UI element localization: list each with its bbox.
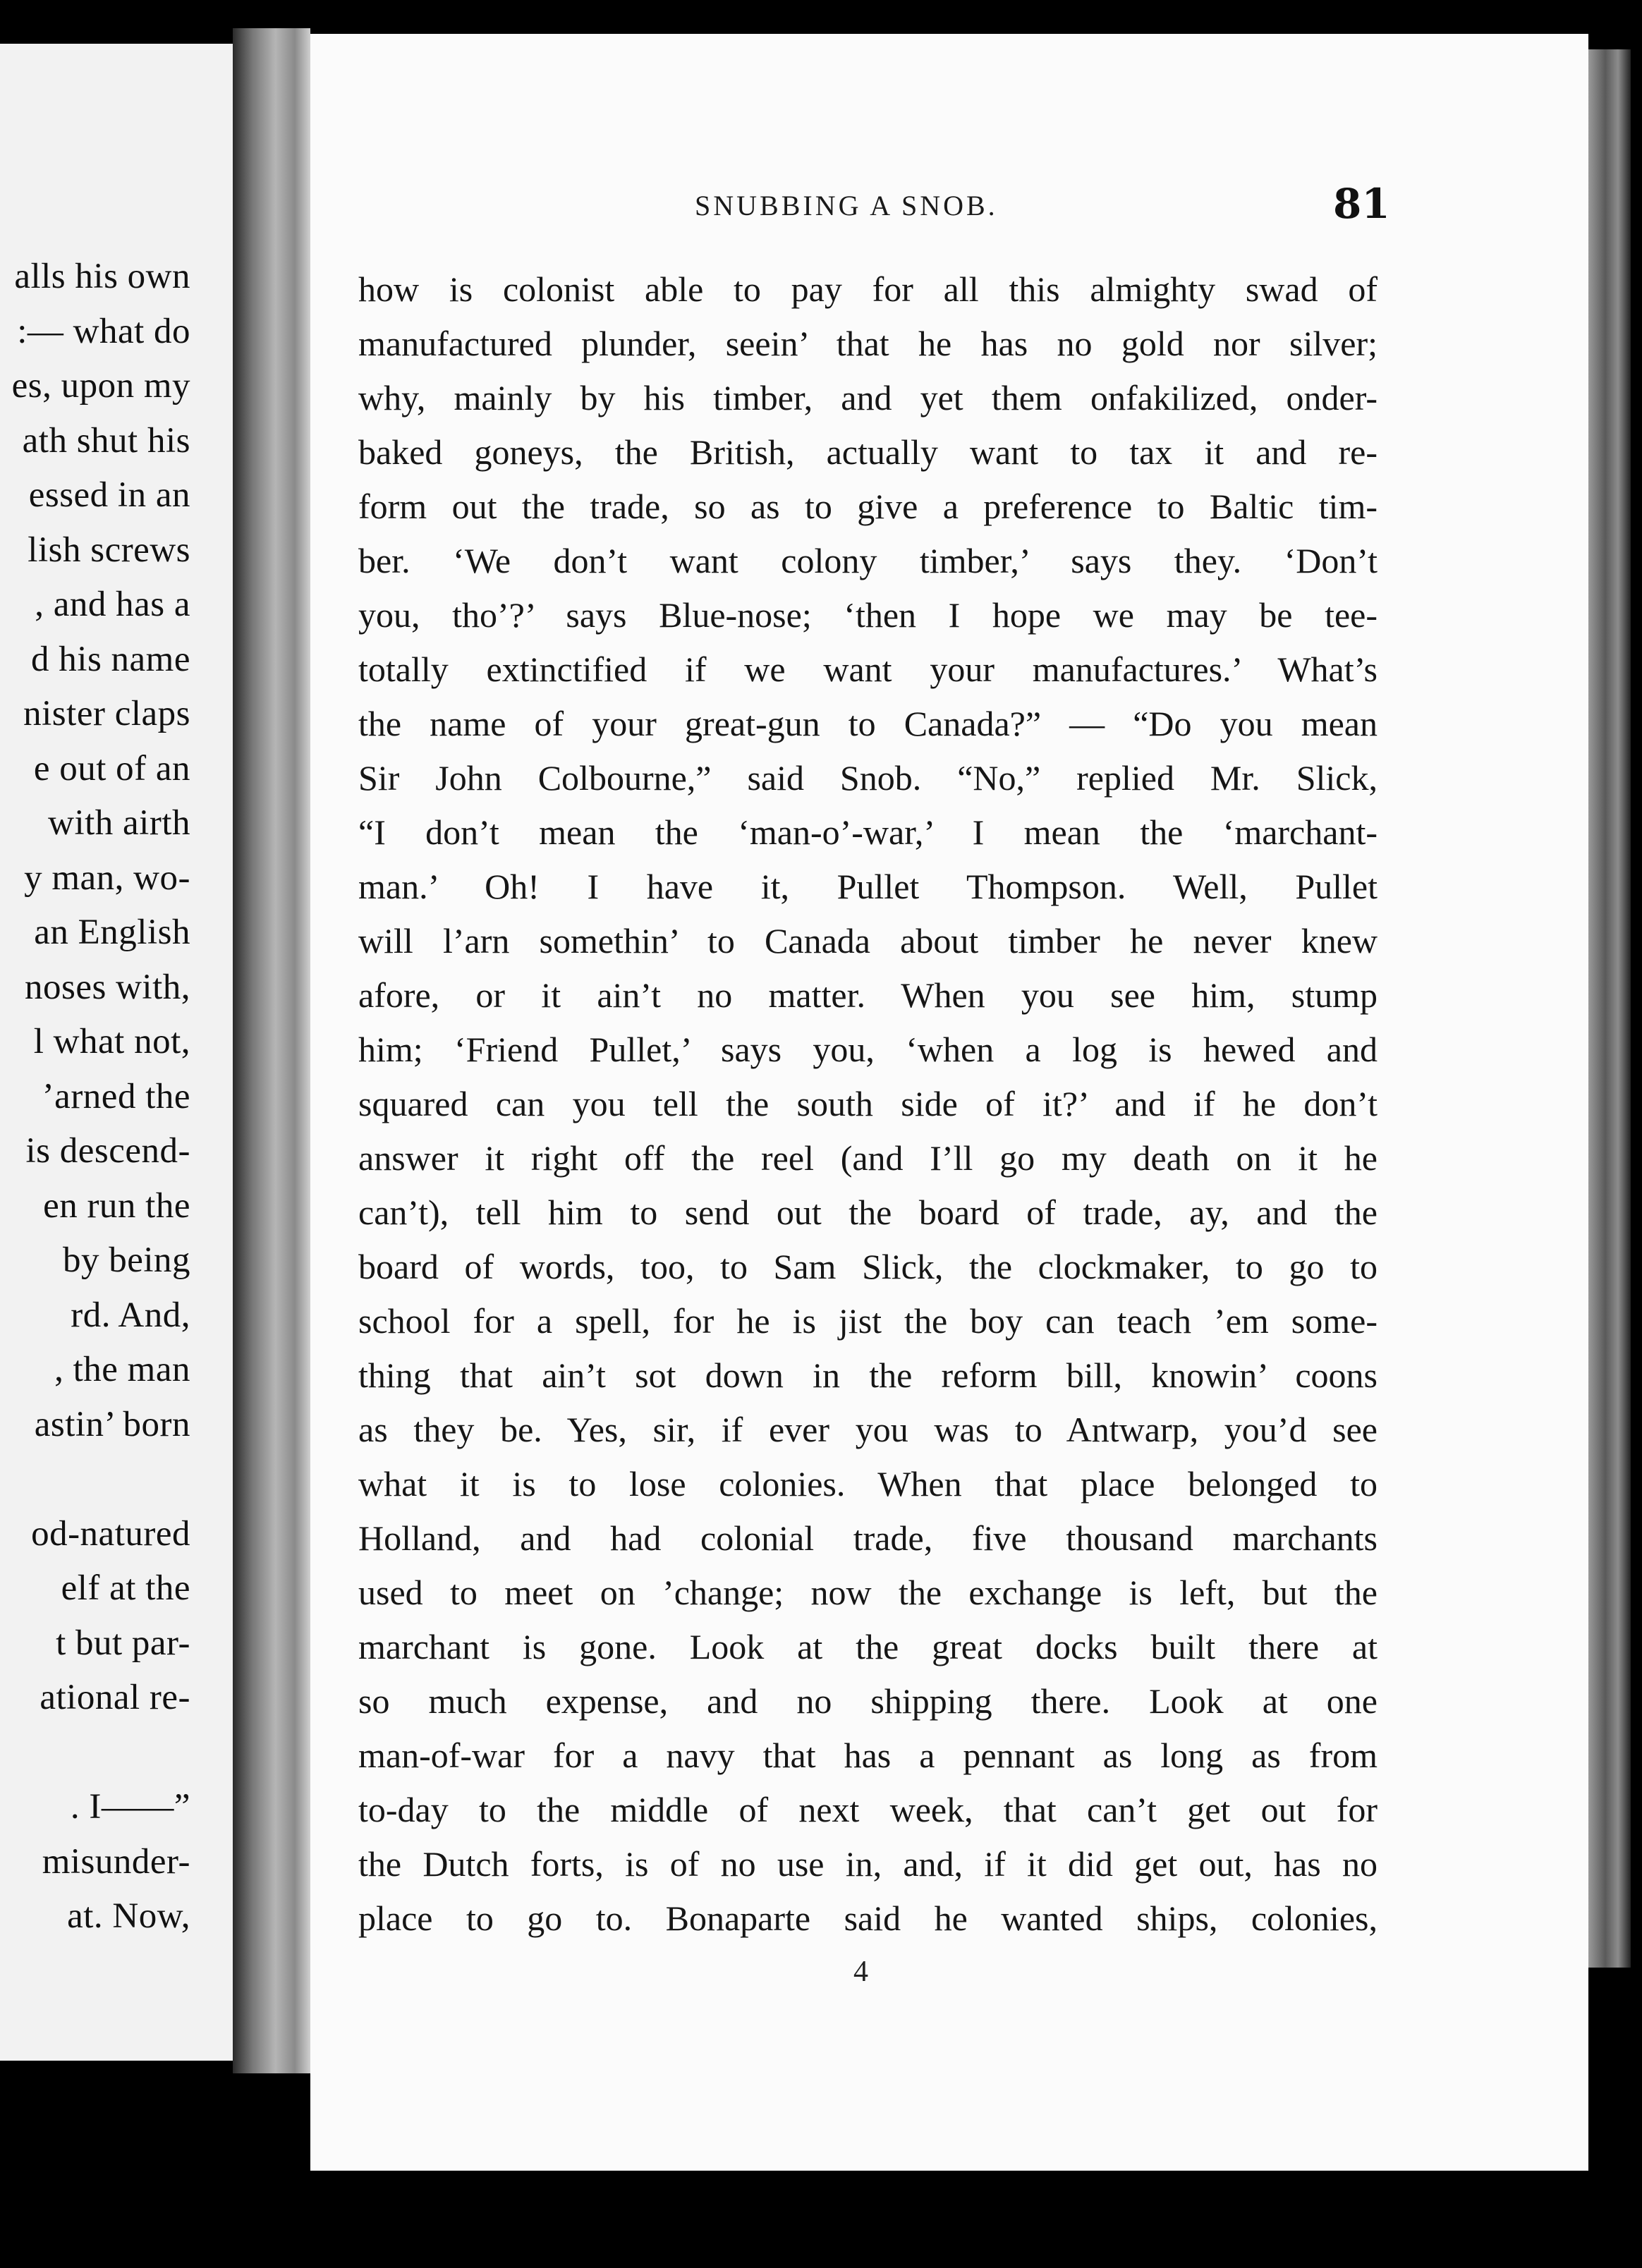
facing-text-line: by being [62,1240,190,1280]
facing-text-line: with airth [48,803,190,843]
facing-text-line: y man, wo- [24,858,190,898]
facing-text-line: astin’ born [34,1404,190,1444]
text-line: form out the trade, so as to give a preference to Baltic tim- [358,487,1378,526]
text-line: afore, or it ain’t no matter. When you see him, stump [358,975,1378,1015]
facing-text-line: od-natured [31,1513,190,1554]
facing-text-line: en run the [43,1185,190,1226]
page-number: 81 [1333,180,1390,228]
facing-text-line: rd. And, [71,1295,190,1335]
facing-text-line: alls his own [14,257,190,296]
text-line: as they be. Yes, sir, if ever you was to Antwarp, you’d see [358,1410,1378,1449]
facing-text-line: d his name [31,639,190,679]
text-line: man.’ Oh! I have it, Pullet Thompson. Well, Pullet [358,867,1378,906]
facing-text-line: . I——” [70,1787,190,1827]
text-line: man-of-war for a navy that has a pennant as long as from [358,1736,1378,1775]
facing-text-line: e out of an [33,748,190,788]
text-line: you, tho’?’ says Blue-nose; ‘then I hope we may be tee- [358,595,1378,635]
facing-text-line: is descend- [25,1131,190,1171]
facing-text-line: elf at the [61,1568,190,1608]
facing-text-line: lish screws [28,530,190,570]
facing-text-line: , the man [54,1350,190,1389]
text-line: thing that ain’t sot down in the reform bill, knowin’ coons [358,1355,1378,1395]
facing-text-line: :— what do [17,311,190,351]
text-line: used to meet on ’change; now the exchange is left, but the [358,1573,1378,1612]
facing-text-line: nister claps [23,694,190,733]
running-head: SNUBBING A SNOB. [695,190,998,221]
signature-mark: 4 [853,1956,868,1988]
facing-text-line: t but par- [56,1623,190,1663]
text-line: place to go to. Bonaparte said he wanted ships, colonies, [358,1898,1378,1938]
facing-text-line: es, upon my [11,366,190,406]
facing-text-line: l what not, [33,1022,190,1061]
text-line: the name of your great-gun to Canada?” — “Do you mean [358,704,1378,743]
facing-page [0,44,233,2061]
text-line: totally extinctified if we want your manufactures.’ What’s [358,650,1378,689]
text-line: answer it right off the reel (and I’ll go my death on it he [358,1138,1378,1178]
text-line: can’t), tell him to send out the board of trade, ay, and the [358,1193,1378,1232]
text-line: marchant is gone. Look at the great docks built there at [358,1627,1378,1666]
text-line: will l’arn somethin’ to Canada about timber he never knew [358,921,1378,961]
facing-text-line: ational re- [39,1678,190,1717]
text-line: “I don’t mean the ‘man-o’-war,’ I mean the ‘marchant- [358,812,1378,852]
book-gutter [233,28,310,2073]
text-line: how is colonist able to pay for all this almighty swad of [358,269,1378,309]
text-line: him; ‘Friend Pullet,’ says you, ‘when a log is hewed and [358,1030,1378,1069]
text-line: Sir John Colbourne,” said Snob. “No,” replied Mr. Slick, [358,758,1378,798]
text-line: why, mainly by his timber, and yet them onfakilized, onder- [358,378,1378,417]
text-line: baked goneys, the British, actually want to tax it and re- [358,432,1378,472]
text-line: the Dutch forts, is of no use in, and, if it did get out, has no [358,1844,1378,1884]
text-line: board of words, too, to Sam Slick, the clockmaker, to go to [358,1247,1378,1286]
text-line: what it is to lose colonies. When that place belonged to [358,1464,1378,1504]
facing-text-line: ’arned the [42,1076,190,1116]
text-line: ber. ‘We don’t want colony timber,’ says they. ‘Don’t [358,541,1378,580]
facing-text-line: , and has a [35,585,190,624]
facing-text-line: an English [34,913,190,952]
body-text [358,262,1378,1946]
text-line: school for a spell, for he is jist the boy can teach ’em some- [358,1301,1378,1341]
text-line: Holland, and had colonial trade, five thousand marchants [358,1518,1378,1558]
facing-text-line: at. Now, [67,1896,190,1936]
text-line: squared can you tell the south side of it?’ and if he don’t [358,1084,1378,1123]
facing-text-line: essed in an [28,475,190,515]
page-edge [1588,49,1631,1968]
facing-text-line: ath shut his [22,420,190,461]
facing-text-line: noses with, [25,967,190,1007]
text-line: so much expense, and no shipping there. Look at one [358,1681,1378,1721]
facing-text-line: misunder- [42,1841,190,1882]
text-line: manufactured plunder, seein’ that he has no gold nor silver; [358,324,1378,363]
text-line: to-day to the middle of next week, that can’t get out for [358,1790,1378,1829]
